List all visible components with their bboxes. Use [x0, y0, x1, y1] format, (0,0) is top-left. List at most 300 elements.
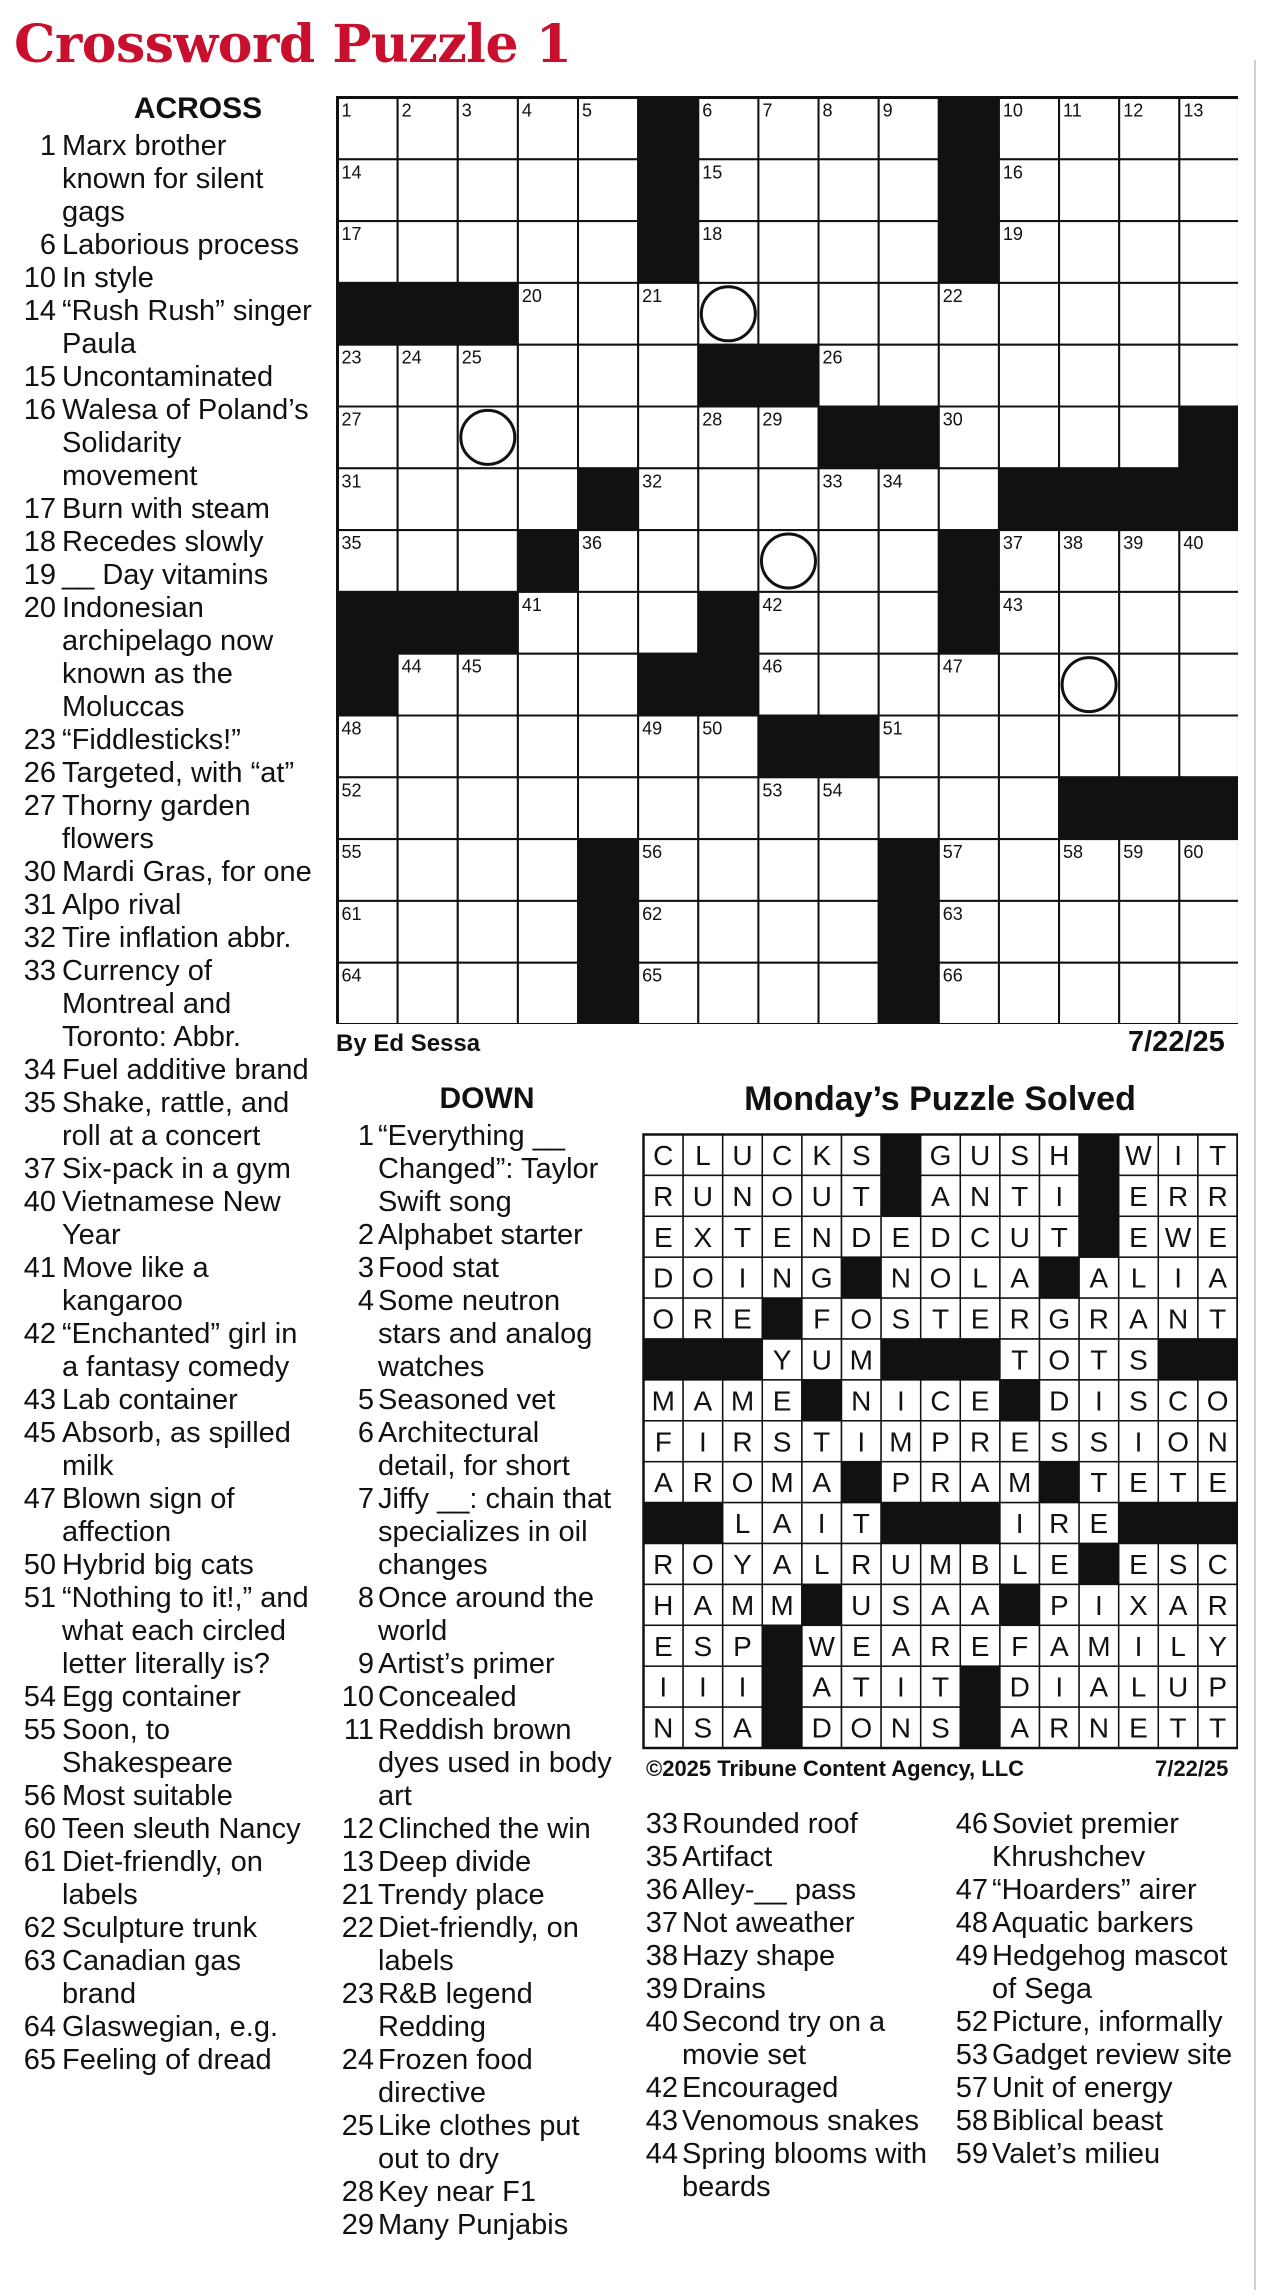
across-clue-56[interactable]	[18, 1780, 318, 1813]
across-clue-16[interactable]	[18, 394, 318, 493]
solution-letter: O	[1167, 1426, 1189, 1458]
grid-cell[interactable]	[698, 839, 758, 901]
grid-cell[interactable]	[758, 159, 818, 221]
solution-letter: L	[813, 1548, 830, 1580]
across-clue-27[interactable]	[18, 790, 318, 856]
clue-text: Not aweather	[682, 1907, 855, 1939]
clue-number: 40	[645, 2006, 678, 2038]
grid-cell[interactable]	[1179, 283, 1238, 345]
solution-letter: M	[730, 1385, 755, 1417]
grid-cell[interactable]	[578, 407, 638, 469]
across-clue-32[interactable]	[18, 922, 318, 955]
across-clue-64[interactable]	[18, 2011, 318, 2044]
across-clue-45[interactable]	[18, 1417, 318, 1483]
solution-letter: E	[772, 1385, 792, 1417]
solution-letter: M	[1087, 1630, 1111, 1662]
grid-cell[interactable]	[1119, 221, 1179, 283]
grid-cell[interactable]	[1119, 963, 1179, 1024]
solution-letter: I	[817, 1508, 826, 1540]
across-clue-19[interactable]	[18, 559, 318, 592]
solution-letter: C	[653, 1139, 674, 1171]
solved-date: 7/22/25	[1155, 1756, 1229, 1781]
grid-cell[interactable]	[398, 530, 458, 592]
grid-block	[578, 839, 638, 901]
down-clue-33[interactable]	[642, 1808, 942, 1841]
grid-block	[819, 716, 879, 778]
solution-letter: T	[852, 1180, 870, 1212]
grid-cell[interactable]	[1179, 221, 1238, 283]
down-clue-3[interactable]	[338, 1252, 620, 1285]
clue-number: 45	[23, 1417, 56, 1449]
grid-cell[interactable]	[819, 592, 879, 654]
across-clue-60[interactable]	[18, 1813, 318, 1846]
grid-cell[interactable]	[458, 221, 518, 283]
grid-cell[interactable]	[458, 159, 518, 221]
across-clue-50[interactable]	[18, 1549, 318, 1582]
across-clue-33[interactable]	[18, 955, 318, 1054]
down-clue-40[interactable]	[642, 2006, 942, 2072]
grid-cell[interactable]	[1119, 283, 1179, 345]
crossword-grid[interactable]	[336, 96, 1238, 1024]
grid-cell[interactable]	[518, 839, 578, 901]
solution-letter: A	[1208, 1262, 1228, 1294]
grid-cell[interactable]	[1179, 654, 1238, 716]
grid-cell[interactable]	[1059, 592, 1119, 654]
grid-cell[interactable]	[518, 159, 578, 221]
clue-number: 14	[23, 295, 56, 327]
grid-cell[interactable]	[999, 901, 1059, 963]
down-clue-7[interactable]	[338, 1483, 620, 1582]
down-clue-12[interactable]	[338, 1813, 620, 1846]
grid-cell[interactable]	[758, 221, 818, 283]
grid-cell[interactable]	[698, 530, 758, 592]
down-clue-58[interactable]	[952, 2105, 1252, 2138]
across-clue-47[interactable]	[18, 1483, 318, 1549]
grid-cell[interactable]	[1059, 407, 1119, 469]
across-clue-17[interactable]	[18, 493, 318, 526]
solution-letter: S	[1129, 1385, 1148, 1417]
grid-cell[interactable]	[458, 777, 518, 839]
down-clue-28[interactable]	[338, 2176, 620, 2209]
across-clue-42[interactable]	[18, 1318, 318, 1384]
grid-cell[interactable]	[1119, 159, 1179, 221]
grid-cell[interactable]	[698, 963, 758, 1024]
grid-cell[interactable]	[698, 777, 758, 839]
grid-cell[interactable]	[578, 592, 638, 654]
down-clue-9[interactable]	[338, 1648, 620, 1681]
grid-cell[interactable]	[398, 839, 458, 901]
clue-number: 33	[23, 955, 56, 987]
across-clue-37[interactable]	[18, 1153, 318, 1186]
solution-letter: E	[1129, 1467, 1148, 1499]
grid-cell[interactable]	[758, 963, 818, 1024]
grid-cell[interactable]	[758, 283, 818, 345]
clue-number: 61	[23, 1846, 56, 1878]
grid-cell[interactable]	[458, 901, 518, 963]
grid-cell[interactable]	[518, 221, 578, 283]
grid-cell[interactable]	[758, 530, 818, 592]
grid-cell[interactable]	[819, 654, 879, 716]
solution-letter: W	[1164, 1221, 1192, 1253]
grid-block	[698, 592, 758, 654]
across-clue-31[interactable]	[18, 889, 318, 922]
grid-cell[interactable]	[518, 468, 578, 530]
clue-text: Clinched the win	[378, 1813, 591, 1845]
grid-cell[interactable]	[398, 963, 458, 1024]
grid-cell[interactable]	[819, 839, 879, 901]
grid-cell[interactable]	[1059, 159, 1119, 221]
solution-letter: S	[1168, 1548, 1188, 1580]
down-clue-47[interactable]	[952, 1874, 1252, 1907]
down-clue-4[interactable]	[338, 1285, 620, 1384]
solution-block	[762, 1707, 802, 1748]
across-clue-30[interactable]	[18, 856, 318, 889]
down-clue-48[interactable]	[952, 1907, 1252, 1940]
solution-letter: K	[812, 1139, 832, 1171]
grid-cell[interactable]	[1179, 963, 1238, 1024]
across-clue-62[interactable]	[18, 1912, 318, 1945]
grid-cell[interactable]	[1059, 345, 1119, 407]
grid-cell[interactable]	[698, 468, 758, 530]
across-clue-55[interactable]	[18, 1714, 318, 1780]
grid-cell[interactable]	[1179, 345, 1238, 407]
solution-block	[960, 1339, 1000, 1380]
grid-cell[interactable]	[879, 592, 939, 654]
grid-cell[interactable]	[638, 777, 698, 839]
grid-cell[interactable]	[578, 777, 638, 839]
grid-block	[758, 345, 818, 407]
across-clue-1[interactable]	[18, 130, 318, 229]
down-clue-23[interactable]	[338, 1978, 620, 2044]
cell-number: 38	[1063, 533, 1084, 554]
grid-cell[interactable]	[1059, 716, 1119, 778]
solution-letter: I	[1095, 1589, 1103, 1621]
clue-number: 8	[357, 1582, 374, 1614]
grid-cell[interactable]	[758, 468, 818, 530]
down-clue-52[interactable]	[952, 2006, 1252, 2039]
grid-cell[interactable]	[999, 777, 1059, 839]
grid-cell[interactable]	[1179, 592, 1238, 654]
solution-letter: W	[1125, 1139, 1152, 1171]
grid-cell[interactable]	[398, 159, 458, 221]
grid-cell[interactable]	[518, 777, 578, 839]
down-clue-10[interactable]	[338, 1681, 620, 1714]
solution-letter: T	[1011, 1344, 1029, 1376]
grid-cell[interactable]	[578, 283, 638, 345]
grid-cell[interactable]	[819, 159, 879, 221]
down-clue-43[interactable]	[642, 2105, 942, 2138]
solution-letter: E	[733, 1303, 752, 1335]
down-clue-35[interactable]	[642, 1841, 942, 1874]
solution-block	[960, 1503, 1000, 1544]
grid-cell[interactable]	[1119, 592, 1179, 654]
grid-cell[interactable]	[1119, 345, 1179, 407]
solution-letter: O	[1048, 1344, 1071, 1376]
down-clue-59[interactable]	[952, 2138, 1252, 2171]
down-clue-5[interactable]	[338, 1384, 620, 1417]
across-clue-26[interactable]	[18, 757, 318, 790]
solution-letter: E	[653, 1630, 673, 1662]
grid-cell[interactable]	[578, 654, 638, 716]
grid-cell[interactable]	[1179, 159, 1238, 221]
grid-cell[interactable]	[518, 407, 578, 469]
solution-block	[802, 1584, 842, 1625]
grid-cell[interactable]	[578, 159, 638, 221]
grid-cell[interactable]	[398, 407, 458, 469]
cell-number: 57	[942, 842, 963, 863]
down-clue-22[interactable]	[338, 1912, 620, 1978]
solution-letter: I	[897, 1385, 905, 1417]
grid-cell[interactable]	[398, 901, 458, 963]
grid-cell[interactable]	[879, 654, 939, 716]
across-clue-61[interactable]	[18, 1846, 318, 1912]
solution-letter: F	[1011, 1630, 1029, 1662]
clue-text: Frozen food directive	[378, 2044, 533, 2109]
grid-cell[interactable]	[458, 963, 518, 1024]
grid-cell[interactable]	[819, 963, 879, 1024]
clue-text: Key near F1	[378, 2176, 536, 2208]
across-clue-35[interactable]	[18, 1087, 318, 1153]
grid-cell[interactable]	[518, 345, 578, 407]
across-clue-65[interactable]	[18, 2044, 318, 2077]
solution-block	[1079, 1175, 1119, 1216]
down-clue-37[interactable]	[642, 1907, 942, 1940]
down-clue-29[interactable]	[338, 2209, 620, 2242]
grid-cell[interactable]	[518, 716, 578, 778]
grid-cell[interactable]	[398, 221, 458, 283]
grid-cell[interactable]	[518, 654, 578, 716]
grid-cell[interactable]	[1059, 654, 1119, 716]
solution-letter: N	[732, 1180, 753, 1212]
down-clue-36[interactable]	[642, 1874, 942, 1907]
solution-letter: S	[693, 1712, 713, 1744]
down-clue-57[interactable]	[952, 2072, 1252, 2105]
clue-number: 3	[357, 1252, 374, 1284]
grid-cell[interactable]	[578, 221, 638, 283]
page-title: Crossword Puzzle 1	[14, 14, 572, 75]
down-clue-53[interactable]	[952, 2039, 1252, 2072]
solution-letter: E	[1129, 1712, 1148, 1744]
cell-number: 41	[521, 594, 542, 615]
grid-cell[interactable]	[1119, 716, 1179, 778]
across-clue-34[interactable]	[18, 1054, 318, 1087]
across-clue-63[interactable]	[18, 1945, 318, 2011]
grid-cell[interactable]	[758, 839, 818, 901]
grid-cell[interactable]	[999, 345, 1059, 407]
across-clue-51[interactable]	[18, 1582, 318, 1681]
grid-cell[interactable]	[1059, 963, 1119, 1024]
solution-letter: Y	[1208, 1630, 1228, 1662]
grid-block	[1179, 407, 1238, 469]
grid-cell[interactable]	[999, 283, 1059, 345]
across-clues	[18, 92, 318, 2077]
solution-block	[1198, 1339, 1238, 1380]
solution-block	[762, 1666, 802, 1707]
solution-letter: I	[699, 1671, 707, 1703]
solution-block	[762, 1298, 802, 1339]
grid-cell[interactable]	[1059, 901, 1119, 963]
solution-block	[842, 1257, 882, 1298]
grid-cell[interactable]	[578, 716, 638, 778]
grid-cell[interactable]	[1119, 407, 1179, 469]
grid-cell[interactable]	[398, 716, 458, 778]
clue-text: Unit of energy	[992, 2072, 1173, 2104]
solution-block	[1079, 1135, 1119, 1176]
across-clue-6[interactable]	[18, 229, 318, 262]
down-clue-21[interactable]	[338, 1879, 620, 1912]
grid-cell[interactable]	[999, 963, 1059, 1024]
solved-puzzle-grid	[642, 1133, 1238, 1751]
grid-cell[interactable]	[1119, 901, 1179, 963]
down-clue-8[interactable]	[338, 1582, 620, 1648]
grid-cell[interactable]	[638, 345, 698, 407]
grid-cell[interactable]	[879, 530, 939, 592]
clue-number: 37	[23, 1153, 56, 1185]
solution-letter: E	[1049, 1548, 1069, 1580]
clue-text: __ Day vitamins	[62, 559, 269, 591]
grid-cell[interactable]	[458, 407, 518, 469]
grid-cell[interactable]	[879, 777, 939, 839]
solution-block	[881, 1175, 921, 1216]
grid-cell[interactable]	[939, 345, 999, 407]
clue-number: 1	[357, 1120, 374, 1152]
grid-cell[interactable]	[819, 901, 879, 963]
solution-letter: I	[738, 1262, 747, 1294]
grid-cell[interactable]	[638, 592, 698, 654]
grid-cell[interactable]	[698, 901, 758, 963]
solution-letter: T	[1209, 1303, 1227, 1335]
cell-number: 21	[642, 285, 663, 306]
grid-cell[interactable]	[1059, 221, 1119, 283]
grid-cell[interactable]	[518, 963, 578, 1024]
grid-cell[interactable]	[1179, 901, 1238, 963]
solution-letter: T	[1090, 1344, 1108, 1376]
grid-cell[interactable]	[458, 839, 518, 901]
down-clue-1[interactable]	[338, 1120, 620, 1219]
solution-letter: U	[1009, 1221, 1030, 1253]
down-clue-39[interactable]	[642, 1973, 942, 2006]
grid-cell[interactable]	[879, 221, 939, 283]
grid-cell[interactable]	[999, 839, 1059, 901]
solution-letter: R	[692, 1467, 714, 1499]
down-clue-42[interactable]	[642, 2072, 942, 2105]
grid-cell[interactable]	[999, 407, 1059, 469]
grid-cell[interactable]	[398, 777, 458, 839]
solution-letter: T	[1090, 1467, 1108, 1499]
grid-cell[interactable]	[458, 530, 518, 592]
grid-cell[interactable]	[578, 345, 638, 407]
grid-cell[interactable]	[879, 159, 939, 221]
clue-text: Artist’s primer	[378, 1648, 555, 1680]
grid-cell[interactable]	[939, 716, 999, 778]
grid-cell[interactable]	[518, 901, 578, 963]
grid-block	[698, 345, 758, 407]
grid-cell[interactable]	[879, 345, 939, 407]
clue-number: 4	[357, 1285, 374, 1317]
cell-number: 65	[642, 965, 663, 986]
grid-cell[interactable]	[638, 407, 698, 469]
clue-number: 29	[341, 2209, 374, 2241]
clue-text: Many Punjabis	[378, 2209, 569, 2241]
grid-cell[interactable]	[638, 530, 698, 592]
clue-number: 34	[23, 1054, 56, 1086]
clue-text: “Enchanted” girl in a fantasy comedy	[62, 1318, 298, 1383]
across-clue-15[interactable]	[18, 361, 318, 394]
clue-number: 24	[341, 2044, 374, 2076]
across-clue-20[interactable]	[18, 592, 318, 724]
across-clue-10[interactable]	[18, 262, 318, 295]
solution-letter: E	[1010, 1426, 1030, 1458]
cell-number: 26	[822, 347, 843, 368]
across-clue-23[interactable]	[18, 724, 318, 757]
down-clue-24[interactable]	[338, 2044, 620, 2110]
across-clue-14[interactable]	[18, 295, 318, 361]
solution-letter: L	[1130, 1262, 1147, 1294]
down-clue-13[interactable]	[338, 1846, 620, 1879]
cell-number: 5	[582, 100, 593, 121]
cell-number: 55	[341, 842, 362, 863]
across-clue-43[interactable]	[18, 1384, 318, 1417]
across-clue-40[interactable]	[18, 1186, 318, 1252]
grid-cell[interactable]	[939, 468, 999, 530]
cell-number: 31	[341, 471, 362, 492]
grid-block	[338, 592, 398, 654]
down-clue-49[interactable]	[952, 1940, 1252, 2006]
grid-cell[interactable]	[398, 468, 458, 530]
down-clue-44[interactable]	[642, 2138, 942, 2204]
grid-cell[interactable]	[999, 716, 1059, 778]
down-clue-2[interactable]	[338, 1219, 620, 1252]
clue-text: Six-pack in a gym	[62, 1153, 291, 1185]
solution-letter: E	[970, 1630, 990, 1662]
clue-text: Seasoned vet	[378, 1384, 556, 1416]
down-clue-11[interactable]	[338, 1714, 620, 1813]
solution-letter: O	[771, 1180, 793, 1212]
down-clue-25[interactable]	[338, 2110, 620, 2176]
clue-number: 15	[23, 361, 56, 393]
across-clue-41[interactable]	[18, 1252, 318, 1318]
grid-cell[interactable]	[879, 283, 939, 345]
grid-cell[interactable]	[939, 777, 999, 839]
clue-text: “Everything __ Changed”: Taylor Swift song	[378, 1120, 599, 1218]
clue-text: R&B legend Redding	[378, 1978, 533, 2043]
solution-letter: O	[652, 1303, 675, 1335]
grid-cell[interactable]	[1059, 283, 1119, 345]
across-clue-54[interactable]	[18, 1681, 318, 1714]
clue-number: 55	[23, 1714, 56, 1746]
grid-cell[interactable]	[819, 283, 879, 345]
clue-text: Second try on a movie set	[682, 2006, 886, 2071]
down-clue-38[interactable]	[642, 1940, 942, 1973]
grid-cell[interactable]	[458, 716, 518, 778]
grid-cell[interactable]	[458, 468, 518, 530]
grid-cell[interactable]	[758, 901, 818, 963]
cell-number: 56	[642, 842, 663, 863]
grid-cell[interactable]	[819, 221, 879, 283]
cell-number: 40	[1183, 533, 1204, 554]
clue-text: Canadian gas brand	[62, 1945, 241, 2010]
solution-letter: W	[808, 1630, 835, 1662]
grid-cell[interactable]	[999, 654, 1059, 716]
grid-cell[interactable]	[1179, 716, 1238, 778]
down-clue-46[interactable]	[952, 1808, 1252, 1874]
down-clue-6[interactable]	[338, 1417, 620, 1483]
grid-cell[interactable]	[698, 283, 758, 345]
clue-number: 38	[645, 1940, 678, 1972]
grid-cell[interactable]	[1119, 654, 1179, 716]
across-clue-18[interactable]	[18, 526, 318, 559]
grid-cell[interactable]	[819, 530, 879, 592]
